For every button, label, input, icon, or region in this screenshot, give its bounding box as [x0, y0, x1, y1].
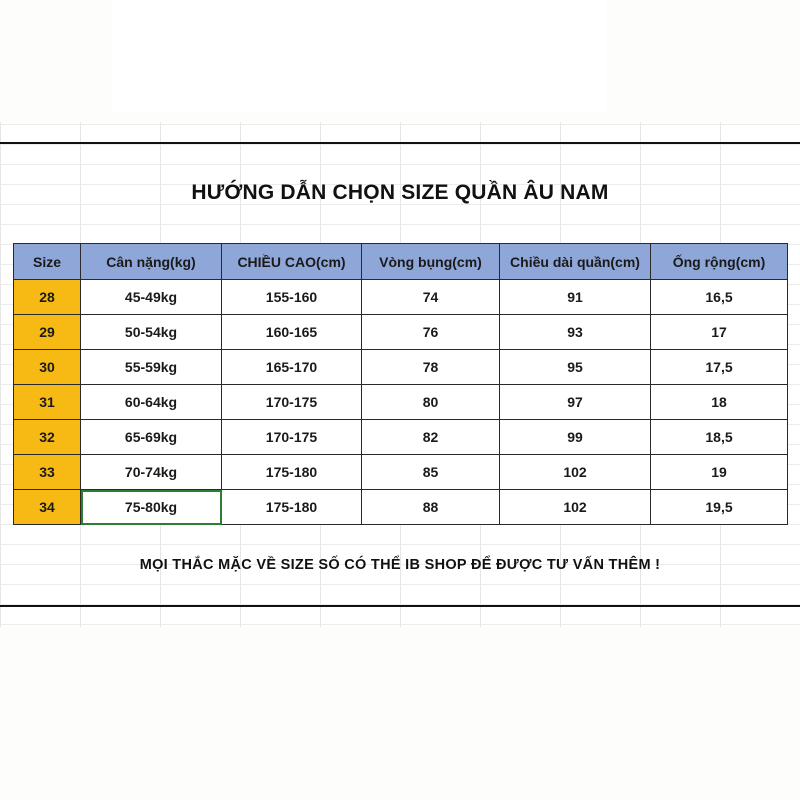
sheet-bottom-border: [0, 605, 800, 607]
cell-leg-opening[interactable]: 19: [651, 455, 788, 490]
cell-height[interactable]: 165-170: [222, 350, 362, 385]
table-header-row: [14, 244, 788, 280]
cell-size[interactable]: 34: [14, 490, 81, 525]
cell-waist[interactable]: 85: [362, 455, 500, 490]
cell-length[interactable]: 95: [500, 350, 651, 385]
cell-length[interactable]: 93: [500, 315, 651, 350]
cell-weight[interactable]: 70-74kg: [81, 455, 222, 490]
cell-leg-opening[interactable]: 18,5: [651, 420, 788, 455]
cell-size[interactable]: 32: [14, 420, 81, 455]
cell-size[interactable]: 33: [14, 455, 81, 490]
cell-height[interactable]: 170-175: [222, 385, 362, 420]
table-row: [14, 455, 788, 490]
cell-height[interactable]: 160-165: [222, 315, 362, 350]
header-size[interactable]: Size: [14, 244, 81, 280]
cell-waist[interactable]: 74: [362, 280, 500, 315]
cell-leg-opening[interactable]: 16,5: [651, 280, 788, 315]
header-length[interactable]: Chiều dài quần(cm): [500, 244, 651, 280]
header-leg-opening[interactable]: Ống rộng(cm): [651, 244, 788, 280]
header-weight[interactable]: Cân nặng(kg): [81, 244, 222, 280]
sheet-top-border: [0, 142, 800, 144]
header-height[interactable]: CHIỀU CAO(cm): [222, 244, 362, 280]
cell-height[interactable]: 155-160: [222, 280, 362, 315]
cell-length[interactable]: 97: [500, 385, 651, 420]
top-blank-area: [112, 0, 606, 112]
table-row: [14, 420, 788, 455]
cell-waist[interactable]: 82: [362, 420, 500, 455]
cell-weight[interactable]: 65-69kg: [81, 420, 222, 455]
cell-height[interactable]: 175-180: [222, 490, 362, 525]
page-title: HƯỚNG DẪN CHỌN SIZE QUẦN ÂU NAM: [191, 181, 609, 204]
cell-size[interactable]: 28: [14, 280, 81, 315]
table-row: [14, 315, 788, 350]
cell-weight-selected[interactable]: 75-80kg: [81, 490, 222, 525]
cell-weight[interactable]: 55-59kg: [81, 350, 222, 385]
cell-length[interactable]: 102: [500, 455, 651, 490]
cell-weight[interactable]: 60-64kg: [81, 385, 222, 420]
cell-waist[interactable]: 88: [362, 490, 500, 525]
table-row: [14, 350, 788, 385]
cell-leg-opening[interactable]: 18: [651, 385, 788, 420]
cell-size[interactable]: 31: [14, 385, 81, 420]
cell-weight[interactable]: 50-54kg: [81, 315, 222, 350]
cell-waist[interactable]: 78: [362, 350, 500, 385]
size-chart-table: [13, 243, 788, 525]
header-waist[interactable]: Vòng bụng(cm): [362, 244, 500, 280]
cell-leg-opening[interactable]: 17: [651, 315, 788, 350]
cell-size[interactable]: 29: [14, 315, 81, 350]
cell-height[interactable]: 175-180: [222, 455, 362, 490]
cell-length[interactable]: 102: [500, 490, 651, 525]
cell-leg-opening[interactable]: 17,5: [651, 350, 788, 385]
cell-waist[interactable]: 76: [362, 315, 500, 350]
cell-height[interactable]: 170-175: [222, 420, 362, 455]
cell-waist[interactable]: 80: [362, 385, 500, 420]
footer-note: MỌI THẮC MẶC VỀ SIZE SỐ CÓ THỂ IB SHOP ĐỂ ĐƯỢC TƯ VẤN THÊM !: [139, 557, 661, 573]
table-row: [14, 490, 788, 525]
cell-length[interactable]: 91: [500, 280, 651, 315]
cell-length[interactable]: 99: [500, 420, 651, 455]
cell-leg-opening[interactable]: 19,5: [651, 490, 788, 525]
table-row: [14, 280, 788, 315]
cell-size[interactable]: 30: [14, 350, 81, 385]
cell-weight[interactable]: 45-49kg: [81, 280, 222, 315]
table-row: [14, 385, 788, 420]
